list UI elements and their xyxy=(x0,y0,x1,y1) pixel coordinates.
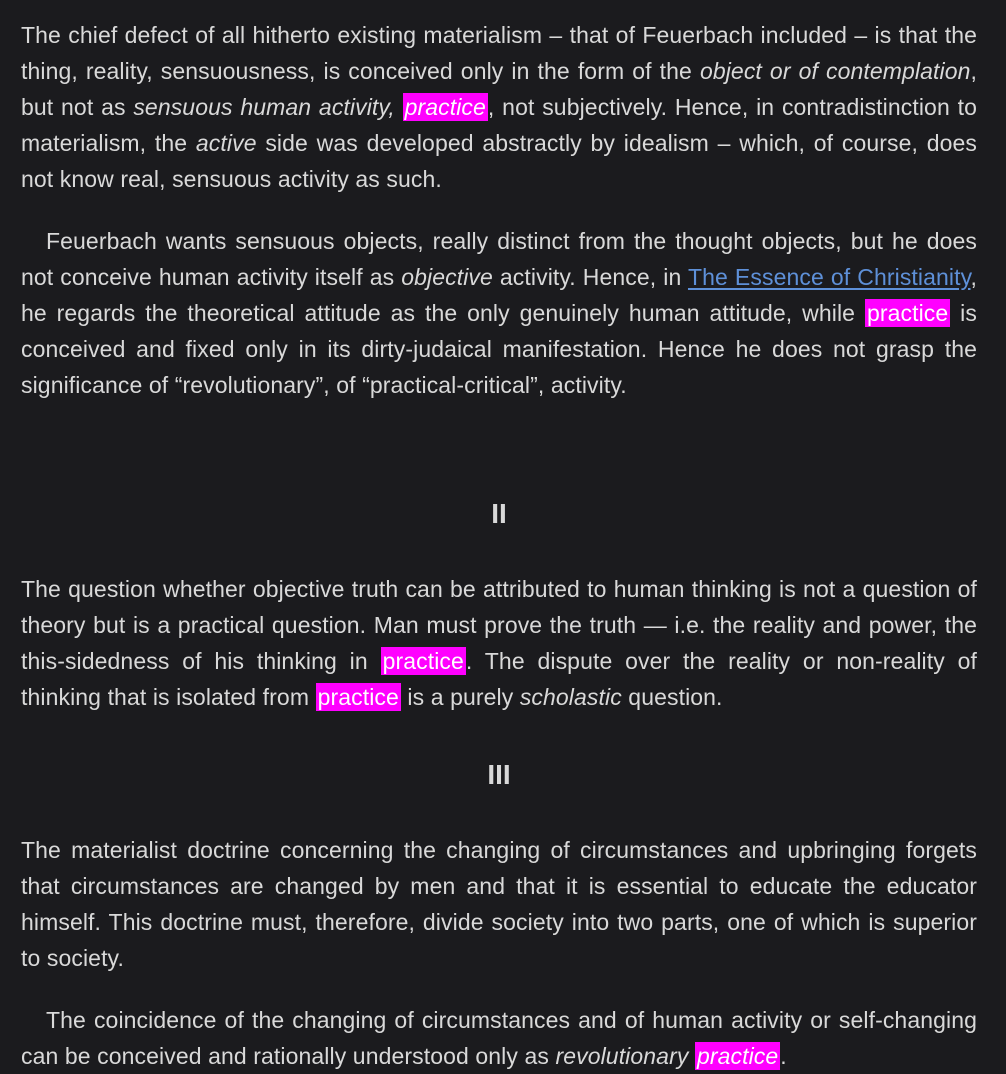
highlighted-term-practice: practice xyxy=(866,300,949,326)
text-run: is conceived and fixed only in its dirty-judaical manifestation. Hence he does not grasp the significance of “revolutionary”, of “practical-critical”, activity. xyxy=(21,300,977,398)
text-run: Feuerbach wants sensuous objects, really distinct from the thought objects, but he does not conceive human activity itself as xyxy=(21,228,977,290)
text-run xyxy=(688,1043,695,1069)
highlighted-term-practice: practice xyxy=(317,684,399,710)
text-run: revolutionary xyxy=(555,1043,689,1069)
paragraph-thesis-1b xyxy=(21,223,977,403)
text-run: The materialist doctrine concerning the changing of circumstances and upbringing forgets that circumstances are changed by men and that it is essential to educate the educator himself. This doctrine must, therefore, divide society into two parts, one of which is superior to society. xyxy=(21,837,977,971)
paragraph-thesis-2 xyxy=(21,571,977,715)
section-heading-iii: III xyxy=(487,759,511,790)
document-body xyxy=(21,17,977,1074)
text-run: object or of contemplation xyxy=(699,58,971,84)
text-run: The chief defect of all hitherto existing materialism – that of Feuerbach included – is that the thing, reality, sensuousness, is conceived only in the form of the xyxy=(21,22,977,84)
text-run: activity. Hence, in xyxy=(492,264,688,290)
text-run: sensuous human activity, xyxy=(133,94,395,120)
text-run: , but not as xyxy=(21,58,977,120)
text-run: The coincidence of the changing of circumstances and of human activity or self-changing can be conceived and rationally understood only as xyxy=(21,1007,977,1069)
text-run: . The dispute over the reality or non-reality of thinking that is isolated from xyxy=(21,648,977,710)
text-run: , he regards the theoretical attitude as the only genuinely human attitude, while xyxy=(21,264,977,326)
text-run: The question whether objective truth can be attributed to human thinking is not a question of theory but is a practical question. Man must prove the truth — i.e. the reality and power, the this-sidedness of his thinking in xyxy=(21,576,977,674)
text-run: active xyxy=(195,130,257,156)
text-run: . xyxy=(780,1043,787,1069)
highlighted-term-practice: practice xyxy=(696,1043,779,1069)
text-run: scholastic xyxy=(519,684,622,710)
text-run: is a purely xyxy=(400,684,520,710)
text-run: objective xyxy=(401,264,493,290)
highlighted-term-practice: practice xyxy=(382,648,464,674)
link-the-essence-of-christianity[interactable]: The Essence of Christianity xyxy=(687,264,971,290)
text-run xyxy=(395,94,403,120)
text-run: question. xyxy=(621,684,723,710)
text-run: side was developed abstractly by idealism – which, of course, does not know real, sensuous activity as such. xyxy=(21,130,978,192)
highlighted-term-practice: practice xyxy=(404,94,486,120)
paragraph-thesis-3a xyxy=(21,832,977,976)
text-run: , not subjectively. Hence, in contradistinction to materialism, the xyxy=(21,94,977,156)
paragraph-thesis-1a xyxy=(21,17,977,197)
paragraph-thesis-3b xyxy=(21,1002,977,1074)
section-heading-ii: II xyxy=(491,498,507,529)
